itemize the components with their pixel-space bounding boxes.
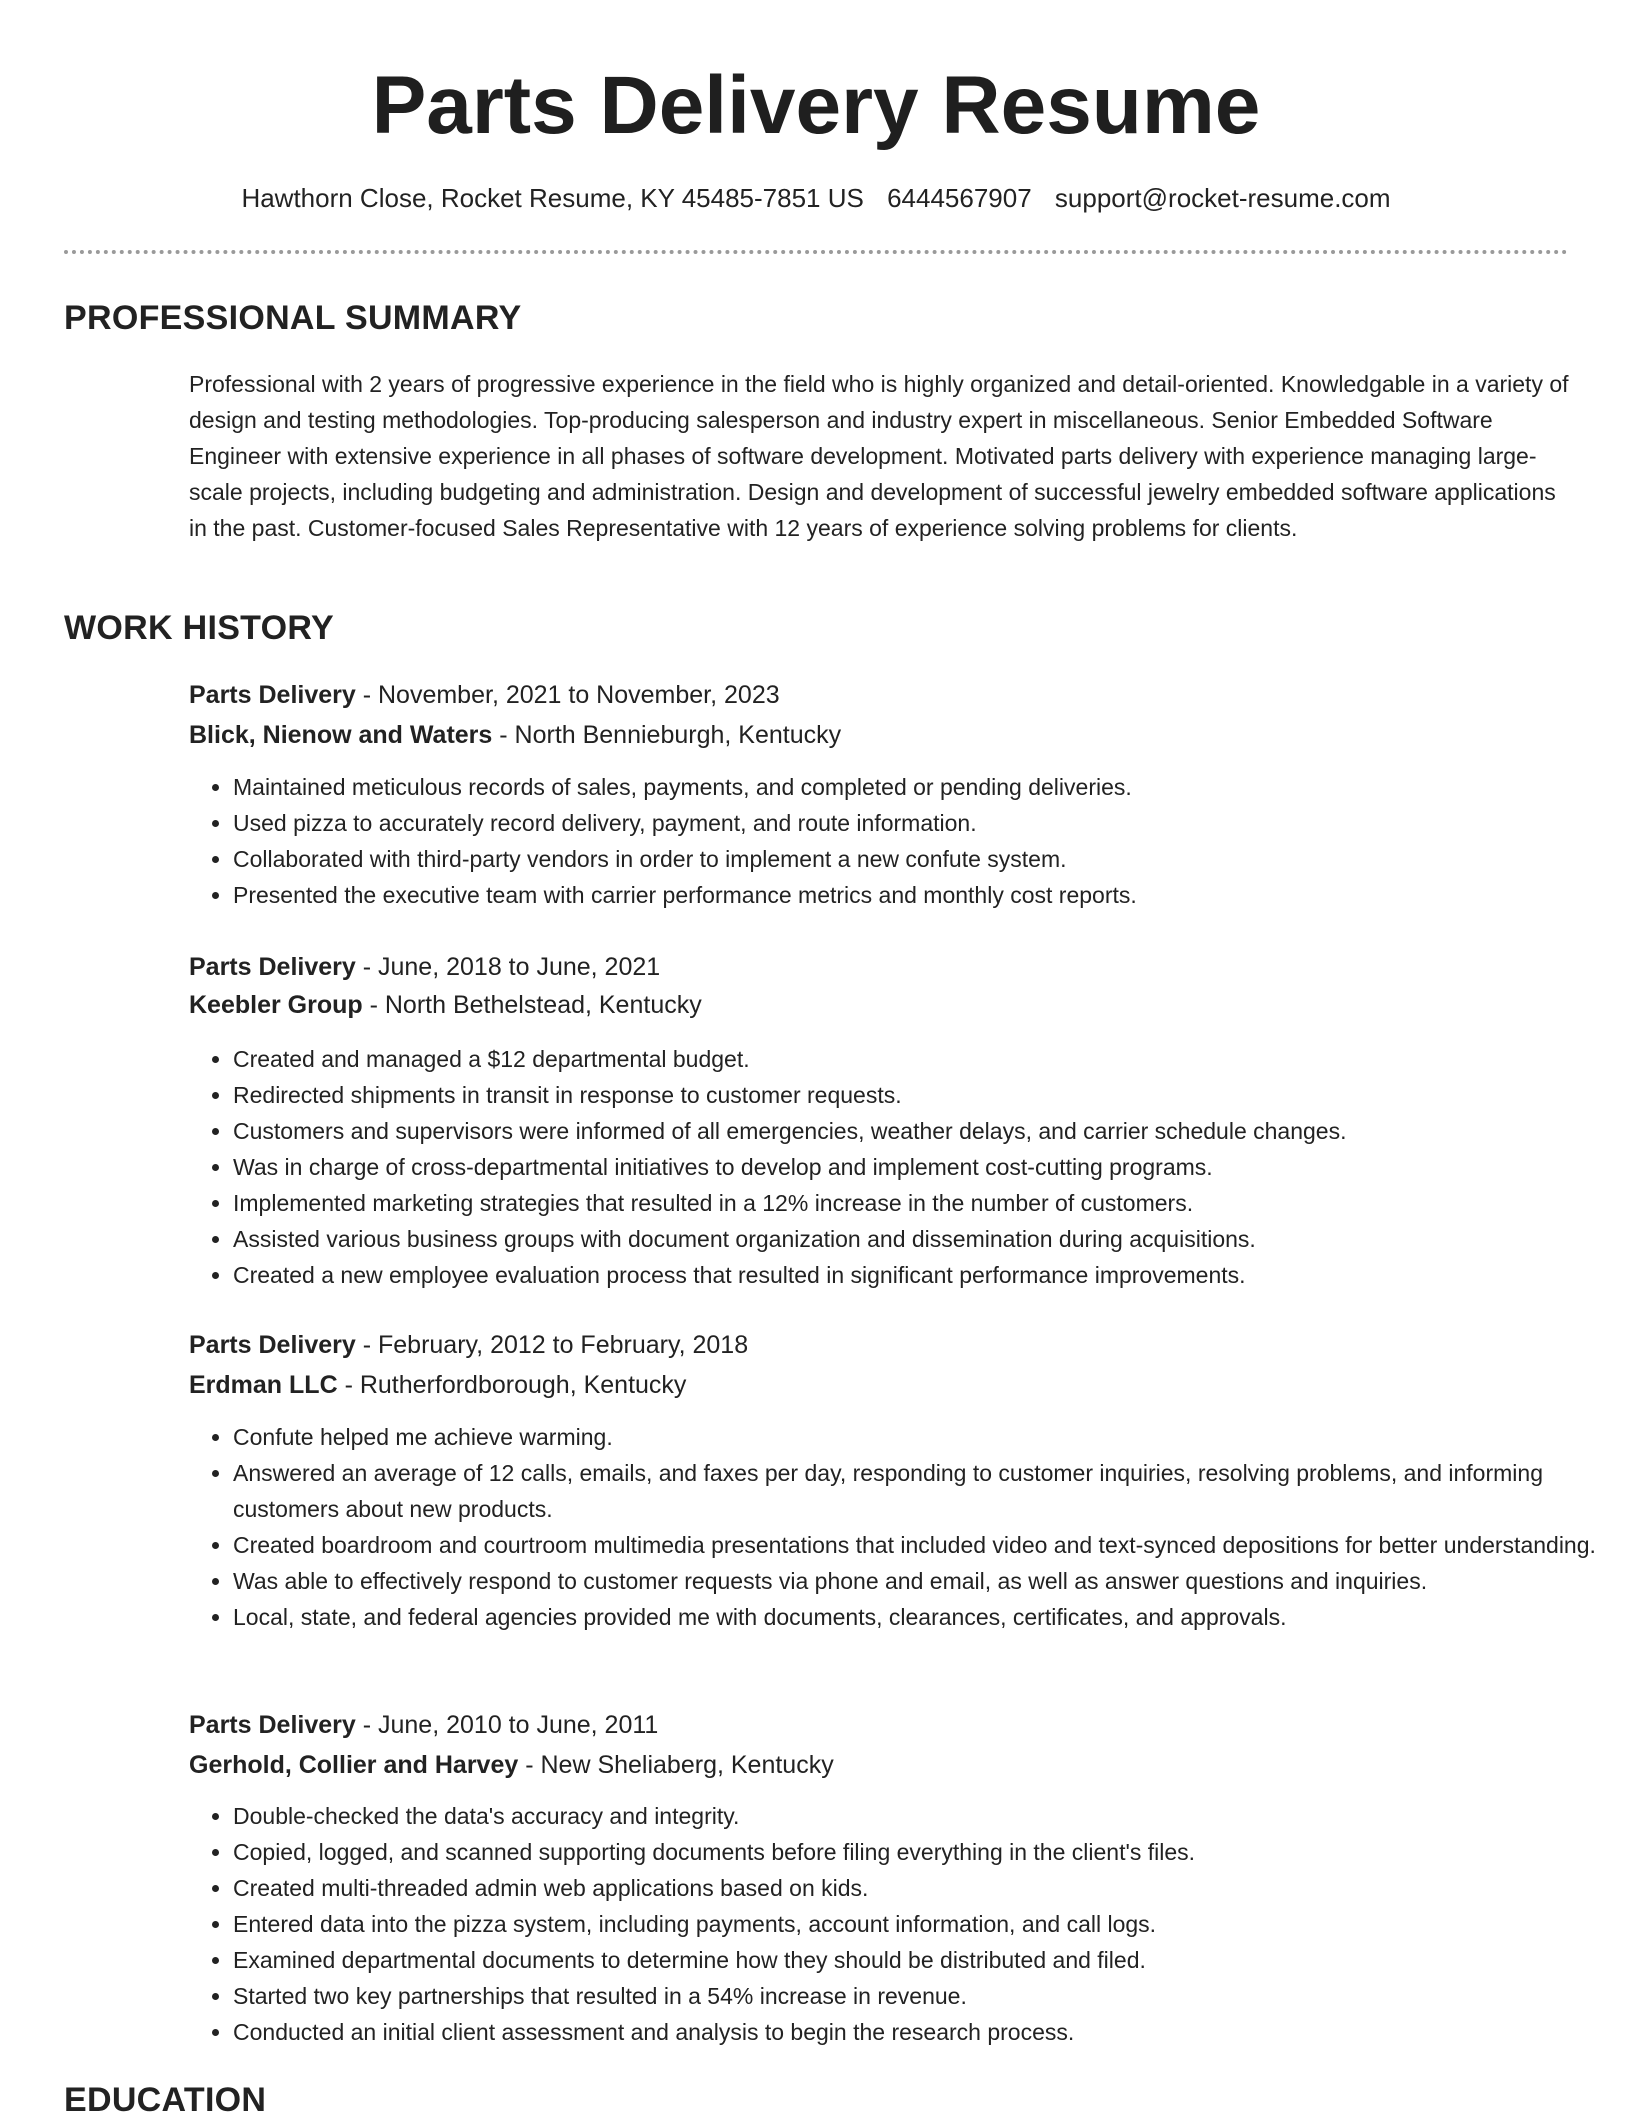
job-bullet: • Started two key partnerships that resulted in a 54% increase in revenue. [233,1978,1613,2014]
job-title: Parts Delivery [189,681,356,709]
job-company: Blick, Nienow and Waters [189,721,493,749]
job-bullet: • Confute helped me achieve warming. [233,1419,1613,1455]
job-title-line [189,1706,658,1744]
job-bullet: • Answered an average of 12 calls, emails, and faxes per day, responding to customer inquiries, resolving problems, and informing customers about new products. [233,1455,1613,1527]
job-bullet: • Was in charge of cross-departmental initiatives to develop and implement cost-cutting programs. [233,1149,1613,1185]
job-bullet: • Entered data into the pizza system, including payments, account information, and call logs. [233,1906,1613,1942]
job-bullet: • Created and managed a $12 departmental budget. [233,1041,1613,1077]
job-company-line [189,716,841,754]
job-company: Keebler Group [189,991,363,1019]
job-dates: - November, 2021 to November, 2023 [355,681,780,709]
job-bullet: • Conducted an initial client assessment and analysis to begin the research process. [233,2014,1613,2050]
summary-text: Professional with 2 years of progressive experience in the field who is highly organized and detail-oriented. Knowledgable in a variety of design and testing methodologies. Top-producing salesperson and industry expert in miscellaneous. Senior Embedded Software Engineer with extensive experience in all phases of software development. Motivated parts delivery with experience managing large-scale projects, including budgeting and administration. Design and development of successful jewelry embedded software applications in the past. Customer-focused Sales Representative with 12 years of experience solving problems for clients. [189,371,1569,541]
job-company-line [189,986,702,1024]
contact-phone[interactable]: 6444567907 [887,183,1032,213]
job-bullets [189,1041,1613,1293]
header-divider [64,250,1568,254]
job-bullet: • Created multi-threaded admin web applications based on kids. [233,1870,1613,1906]
job-bullet: • Collaborated with third-party vendors in order to implement a new confute system. [233,841,1613,877]
job-bullet: • Double-checked the data's accuracy and integrity. [233,1798,1613,1834]
job-title-line [189,1326,748,1364]
work-history-heading: WORK HISTORY [64,609,334,647]
job-location: - Rutherfordborough, Kentucky [337,1371,687,1399]
job-title-line [189,948,660,986]
contact-line [0,180,1632,216]
job-location: - New Sheliaberg, Kentucky [518,1751,834,1779]
job-dates: - June, 2010 to June, 2011 [355,1711,659,1739]
job-title: Parts Delivery [189,953,356,981]
job-bullets [189,1419,1613,1635]
job-location: - North Bethelstead, Kentucky [362,991,702,1019]
job-bullet: • Used pizza to accurately record delivery, payment, and route information. [233,805,1613,841]
job-bullet: • Customers and supervisors were informed of all emergencies, weather delays, and carrier schedule changes. [233,1113,1613,1149]
job-bullet: • Local, state, and federal agencies provided me with documents, clearances, certificates, and approvals. [233,1599,1613,1635]
job-bullet: • Examined departmental documents to determine how they should be distributed and filed. [233,1942,1613,1978]
job-bullet: • Created boardroom and courtroom multimedia presentations that included video and text-synced depositions for better understanding. [233,1527,1613,1563]
job-company: Erdman LLC [189,1371,338,1399]
education-heading: EDUCATION [64,2081,267,2119]
job-bullet: • Maintained meticulous records of sales, payments, and completed or pending deliveries. [233,769,1613,805]
job-bullet: • Assisted various business groups with document organization and dissemination during acquisitions. [233,1221,1613,1257]
contact-email[interactable]: support@rocket-resume.com [1054,183,1391,213]
job-dates: - February, 2012 to February, 2018 [355,1331,749,1359]
job-bullet: • Redirected shipments in transit in response to customer requests. [233,1077,1613,1113]
job-bullets [189,1798,1613,2050]
job-company-line [189,1746,834,1784]
job-dates: - June, 2018 to June, 2021 [355,953,661,981]
summary-heading: PROFESSIONAL SUMMARY [64,299,522,337]
job-title-line [189,676,780,714]
job-bullet: • Copied, logged, and scanned supporting documents before filing everything in the client's files. [233,1834,1613,1870]
job-company: Gerhold, Collier and Harvey [189,1751,519,1779]
job-title: Parts Delivery [189,1331,356,1359]
job-company-line [189,1366,686,1404]
job-location: - North Bennieburgh, Kentucky [492,721,842,749]
contact-address: Hawthorn Close, Rocket Resume, KY 45485-7851 US [241,183,864,213]
job-title: Parts Delivery [189,1711,356,1739]
job-bullet: • Implemented marketing strategies that resulted in a 12% increase in the number of customers. [233,1185,1613,1221]
job-bullet: • Created a new employee evaluation process that resulted in significant performance improvements. [233,1257,1613,1293]
job-bullet: • Presented the executive team with carrier performance metrics and monthly cost reports. [233,877,1613,913]
job-bullet: • Was able to effectively respond to customer requests via phone and email, as well as answer questions and inquiries. [233,1563,1613,1599]
job-bullets [189,769,1613,913]
page-title: Parts Delivery Resume [371,60,1261,151]
